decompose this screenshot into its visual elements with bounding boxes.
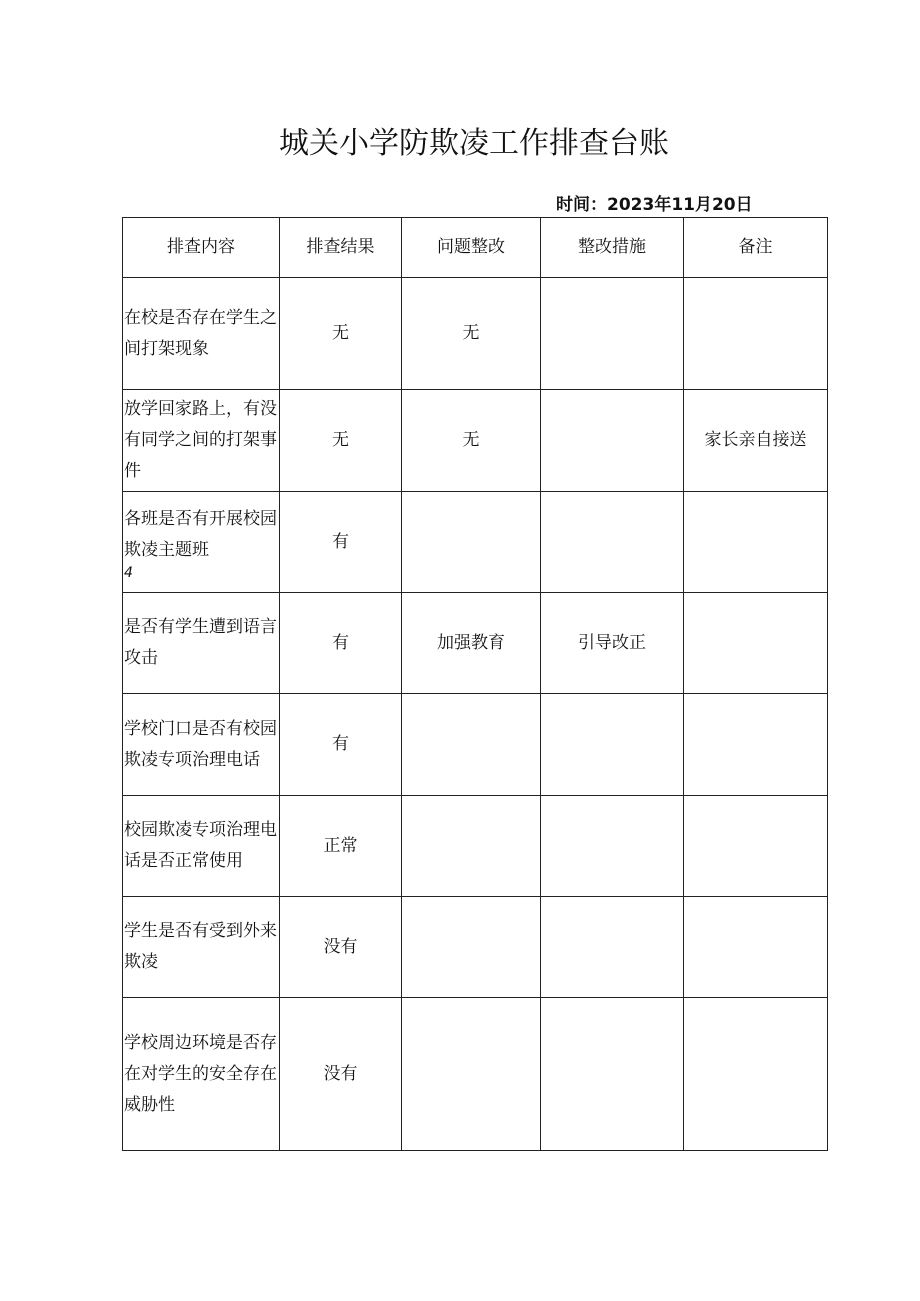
cell-remarks (684, 998, 828, 1151)
cell-remarks (684, 492, 828, 593)
cell-result: 正常 (280, 796, 402, 897)
cell-result: 有 (280, 492, 402, 593)
table-row (123, 492, 828, 593)
cell-rectification (402, 694, 541, 796)
table-row (123, 897, 828, 998)
cell-result: 无 (280, 390, 402, 492)
cell-rectification: 加强教育 (402, 593, 541, 694)
cell-rectification: 无 (402, 278, 541, 390)
table-row (123, 390, 828, 492)
table-row (123, 998, 828, 1151)
cell-content (123, 492, 280, 593)
cell-rectification: 无 (402, 390, 541, 492)
cell-content: 放学回家路上，有没有同学之间的打架事件 (123, 390, 280, 492)
header-rectification: 问题整改 (402, 218, 541, 278)
cell-result: 没有 (280, 897, 402, 998)
cell-result: 无 (280, 278, 402, 390)
date-line: 时间：2023年11月20日 (556, 195, 753, 215)
cell-content: 学生是否有受到外来欺凌 (123, 897, 280, 998)
cell-measures (541, 390, 684, 492)
cell-remarks (684, 593, 828, 694)
cell-content: 学校周边环境是否存在对学生的安全存在威胁性 (123, 998, 280, 1151)
cell-result: 没有 (280, 998, 402, 1151)
table-header-row (123, 218, 828, 278)
cell-measures (541, 278, 684, 390)
cell-measures (541, 694, 684, 796)
table-row (123, 694, 828, 796)
header-content: 排查内容 (123, 218, 280, 278)
cell-content-note: 4 (124, 565, 133, 581)
inspection-ledger-table (122, 217, 828, 1151)
cell-rectification (402, 492, 541, 593)
cell-measures (541, 796, 684, 897)
table-row (123, 278, 828, 390)
cell-content: 在校是否存在学生之间打架现象 (123, 278, 280, 390)
table-row (123, 593, 828, 694)
table-row (123, 796, 828, 897)
cell-result: 有 (280, 593, 402, 694)
cell-content: 是否有学生遭到语言攻击 (123, 593, 280, 694)
cell-rectification (402, 998, 541, 1151)
cell-result: 有 (280, 694, 402, 796)
page-title: 城关小学防欺凌工作排查台账 (279, 126, 669, 161)
cell-remarks (684, 694, 828, 796)
cell-remarks: 家长亲自接送 (684, 390, 828, 492)
cell-measures (541, 998, 684, 1151)
cell-rectification (402, 897, 541, 998)
cell-content: 学校门口是否有校园欺凌专项治理电话 (123, 694, 280, 796)
cell-measures (541, 492, 684, 593)
header-result: 排查结果 (280, 218, 402, 278)
cell-measures: 引导改正 (541, 593, 684, 694)
cell-remarks (684, 278, 828, 390)
header-measures: 整改措施 (541, 218, 684, 278)
cell-content-text: 各班是否有开展校园欺凌主题班 (124, 509, 277, 560)
cell-remarks (684, 796, 828, 897)
cell-rectification (402, 796, 541, 897)
header-remarks: 备注 (684, 218, 828, 278)
cell-measures (541, 897, 684, 998)
cell-content: 校园欺凌专项治理电话是否正常使用 (123, 796, 280, 897)
cell-remarks (684, 897, 828, 998)
